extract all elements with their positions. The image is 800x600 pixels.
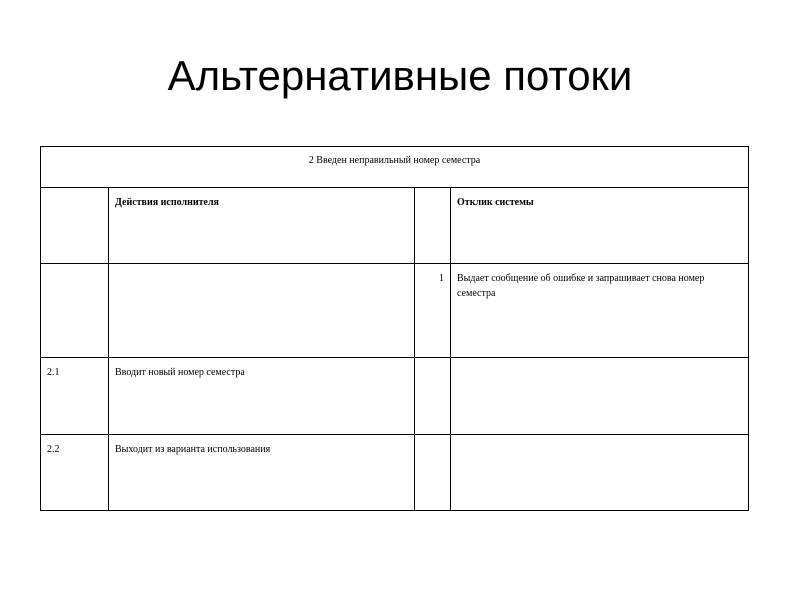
column-header-row <box>41 188 749 264</box>
system-response-cell: Выдает сообщение об ошибке и запрашивает снова номер семестра <box>451 264 749 358</box>
scenario-header-cell: 2 Введен неправильный номер семестра <box>41 147 749 188</box>
scenario-header-row <box>41 147 749 188</box>
actor-action-cell: Вводит новый номер семестра <box>109 358 415 435</box>
table-row <box>41 264 749 358</box>
actor-num-cell: 2.1 <box>41 358 109 435</box>
table-row <box>41 358 749 435</box>
actor-actions-header: Действия исполнителя <box>109 188 415 264</box>
actor-action-cell <box>109 264 415 358</box>
table-row <box>41 435 749 511</box>
slide-title: Альтернативные потоки <box>167 52 633 99</box>
system-response-cell <box>451 358 749 435</box>
system-num-cell <box>415 435 451 511</box>
system-num-header <box>415 188 451 264</box>
system-response-cell <box>451 435 749 511</box>
actor-num-cell: 2.2 <box>41 435 109 511</box>
alternative-flow-table <box>40 146 749 511</box>
system-response-header: Отклик системы <box>451 188 749 264</box>
system-num-cell: 1 <box>415 264 451 358</box>
actor-action-cell: Выходит из варианта использования <box>109 435 415 511</box>
actor-num-header <box>41 188 109 264</box>
system-num-cell <box>415 358 451 435</box>
actor-num-cell <box>41 264 109 358</box>
